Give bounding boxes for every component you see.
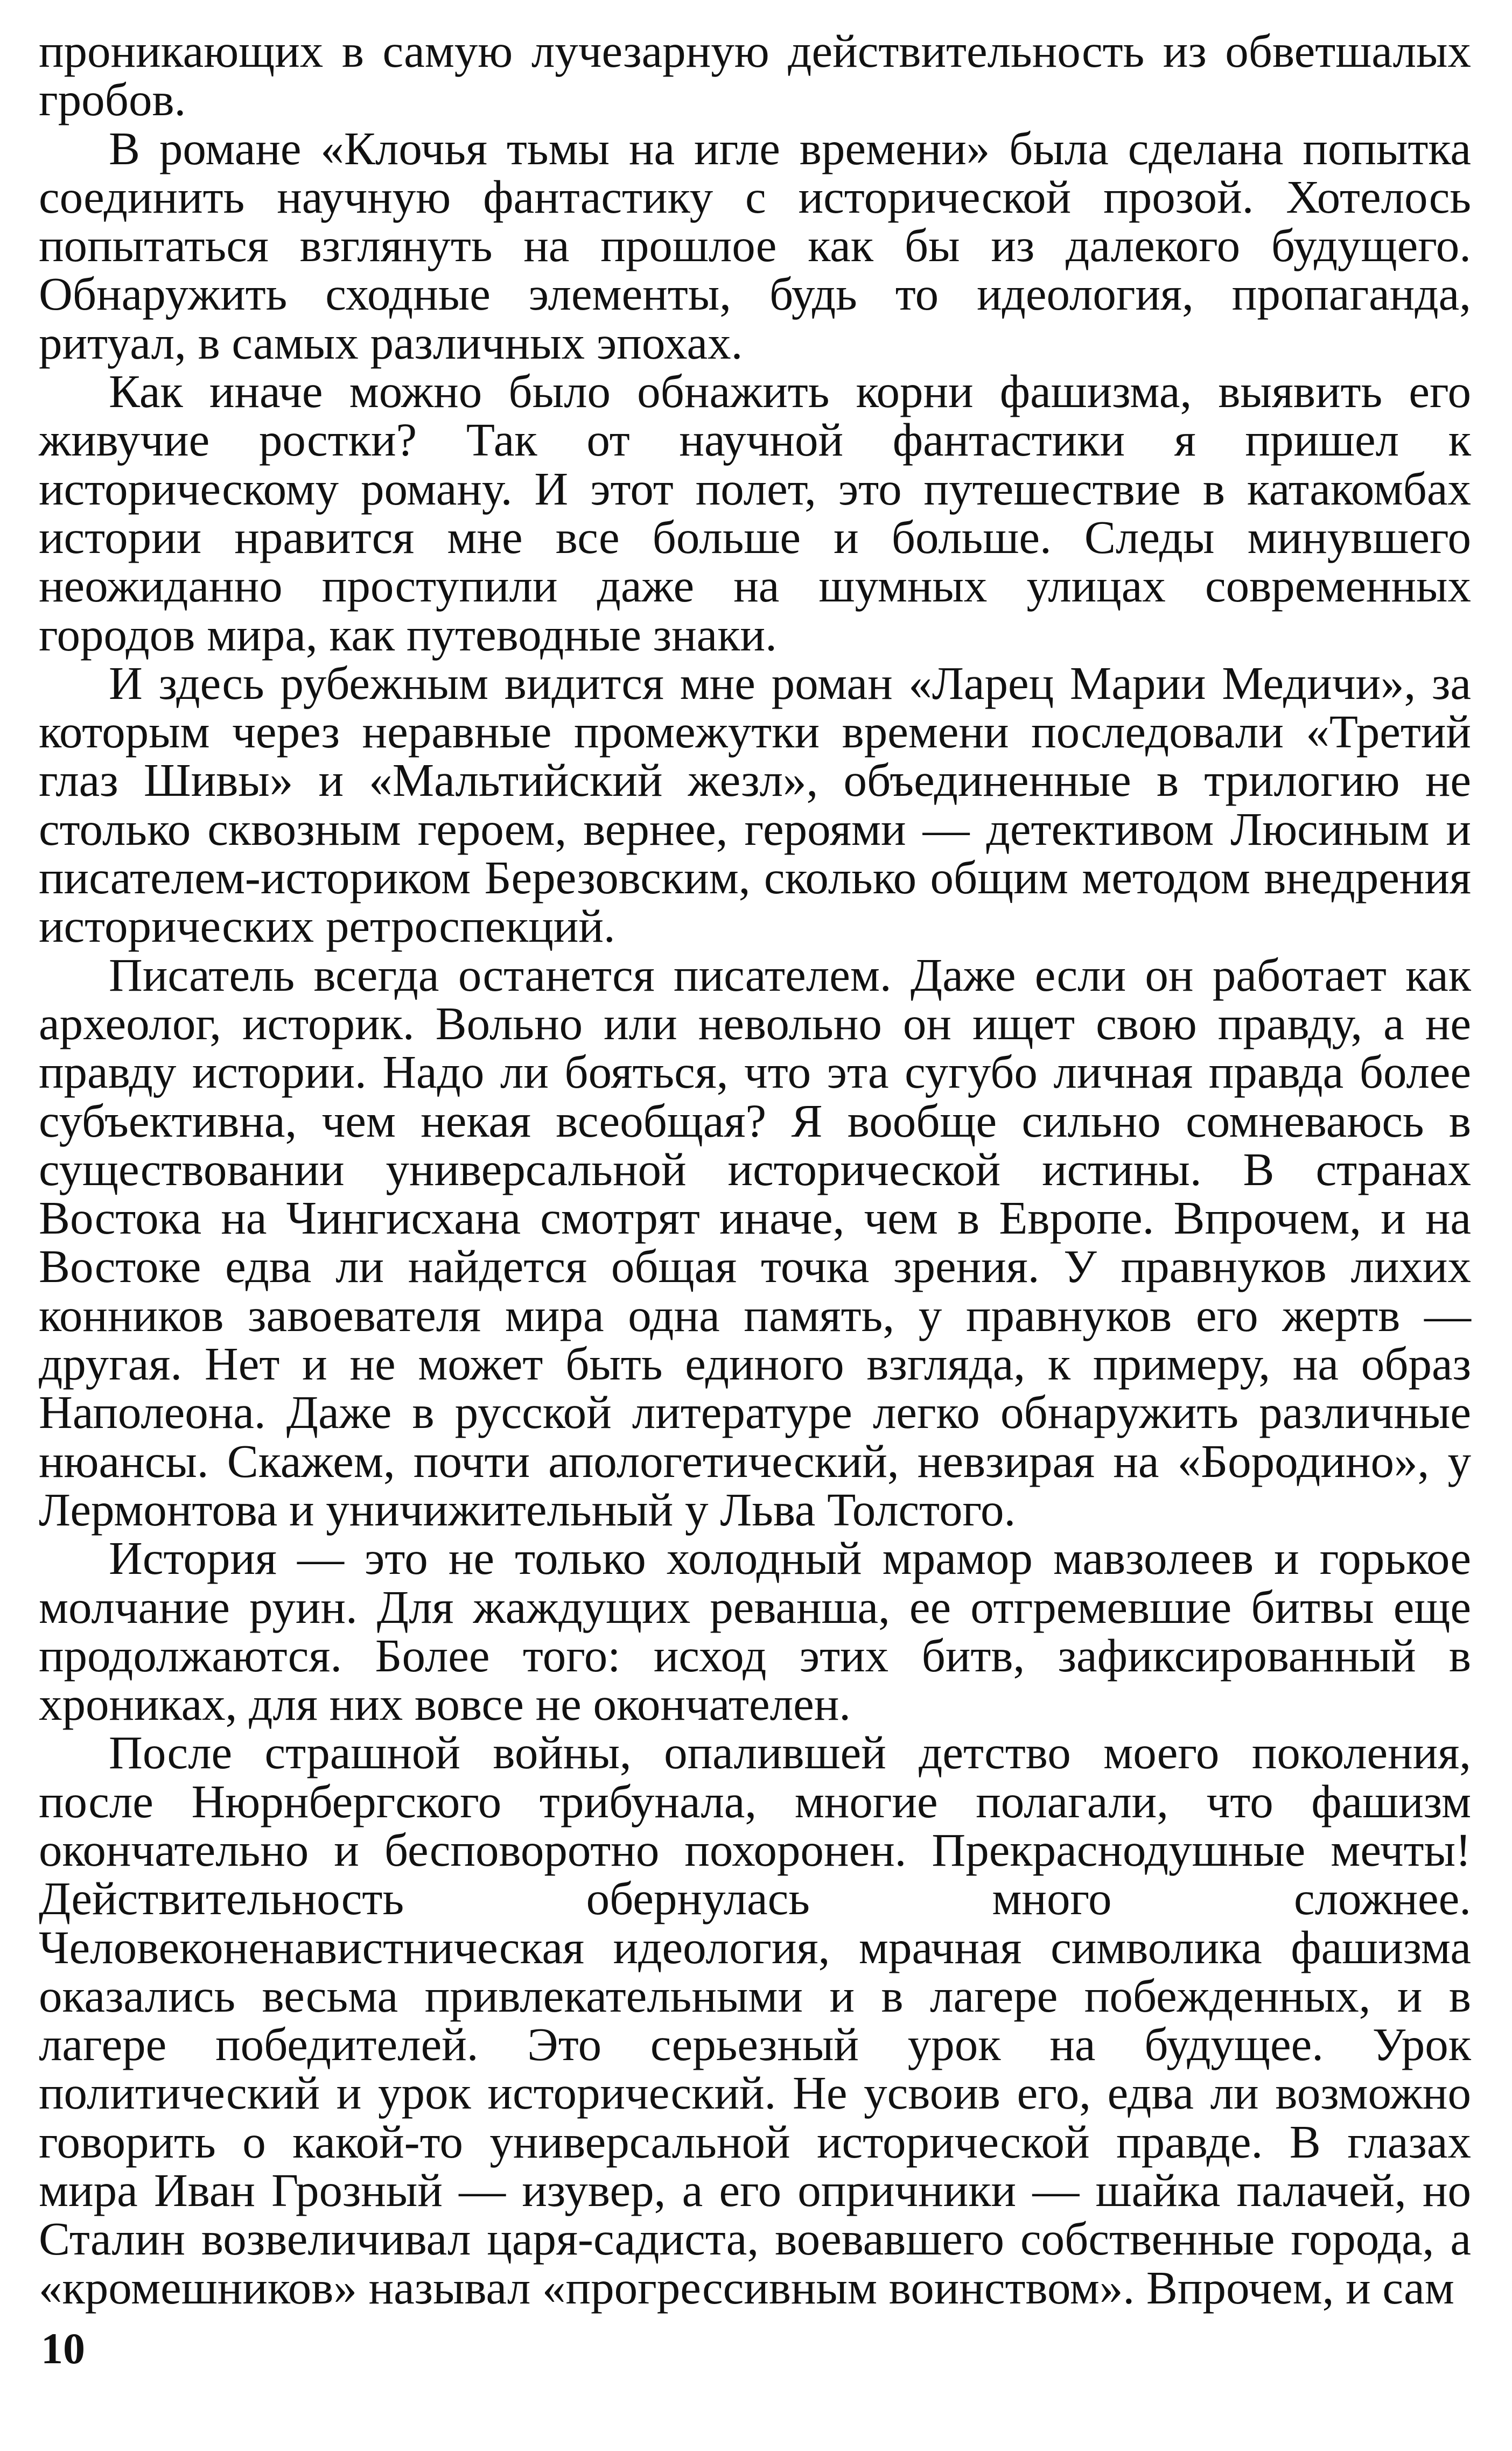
paragraph-1: проникающих в самую лучезарную действительность из обветшалых гробов.: [39, 25, 1471, 126]
paragraph-3: Как иначе можно было обнажить корни фашизма, выявить его живучие ростки? Так от научной фантастики я пришел к историческому роману. И этот полет, это путешествие в катакомбах истории нравится мне все больше и больше. Следы минувшего неожиданно проступили даже на шумных улицах современных городов мира, как путеводные знаки.: [39, 365, 1471, 661]
paragraph-2: В романе «Клочья тьмы на игле времени» была сделана попытка соединить научную фантастику с исторической прозой. Хотелось попытаться взглянуть на прошлое как бы из далекого будущего. Обнаружить сходные элементы, будь то идеология, пропаганда, ритуал, в самых различных эпохах.: [39, 122, 1471, 369]
paragraph-4: И здесь рубежным видится мне роман «Ларец Марии Медичи», за которым через неравные промежутки времени последовали «Третий глаз Шивы» и «Мальтийский жезл», объединенные в трилогию не столько сквозным героем, вернее, героями — детективом Люсиным и писателем-историком Березовским, сколько общим методом внедрения исторических ретроспекций.: [39, 656, 1471, 953]
paragraph-6: История — это не только холодный мрамор мавзолеев и горькое молчание руин. Для жаждущих реванша, ее отгремевшие битвы еще продолжаются. Более того: исход этих битв, зафиксированный в хрониках, для них вовсе не окончателен.: [39, 1532, 1471, 1731]
paragraph-7: После страшной войны, опалившей детство моего поколения, после Нюрнбергского трибунала, многие полагали, что фашизм окончательно и бесповоротно похоронен. Прекраснодушные мечты! Действительность обернулась много сложнее. Человеконенавистническая идеология, мрачная символика фашизма оказались весьма привлекательными и в лагере побежденных, и в лагере победителей. Это серьезный урок на будущее. Урок политический и урок исторический. Не усвоив его, едва ли возможно говорить о какой-то универсальной исторической правде. В глазах мира Иван Грозный — изувер, а его опричники — шайка палачей, но Сталин возвеличивал царя-садиста, воевавшего собственные города, а «кромешников» называл «прогрессивным воинством». Впрочем, и сам: [39, 1726, 1471, 2314]
page-number: 10: [41, 2324, 85, 2373]
page-text: [39, 27, 1471, 2312]
paragraph-5: Писатель всегда останется писателем. Даже если он работает как археолог, историк. Вольно или невольно он ищет свою правду, а не правду истории. Надо ли бояться, что эта сугубо личная правда более субъективна, чем некая всеобщая? Я вообще сильно сомневаюсь в существовании универсальной исторической истины. В странах Востока на Чингисхана смотрят иначе, чем в Европе. Впрочем, и на Востоке едва ли найдется общая точка зрения. У правнуков лихих конников завоевателя мира одна память, у правнуков его жертв — другая. Нет и не может быть единого взгляда, к примеру, на образ Наполеона. Даже в русской литературе легко обнаружить различные нюансы. Скажем, почти апологетический, невзирая на «Бородино», у Лермонтова и уничижительный у Льва Толстого.: [39, 948, 1471, 1536]
